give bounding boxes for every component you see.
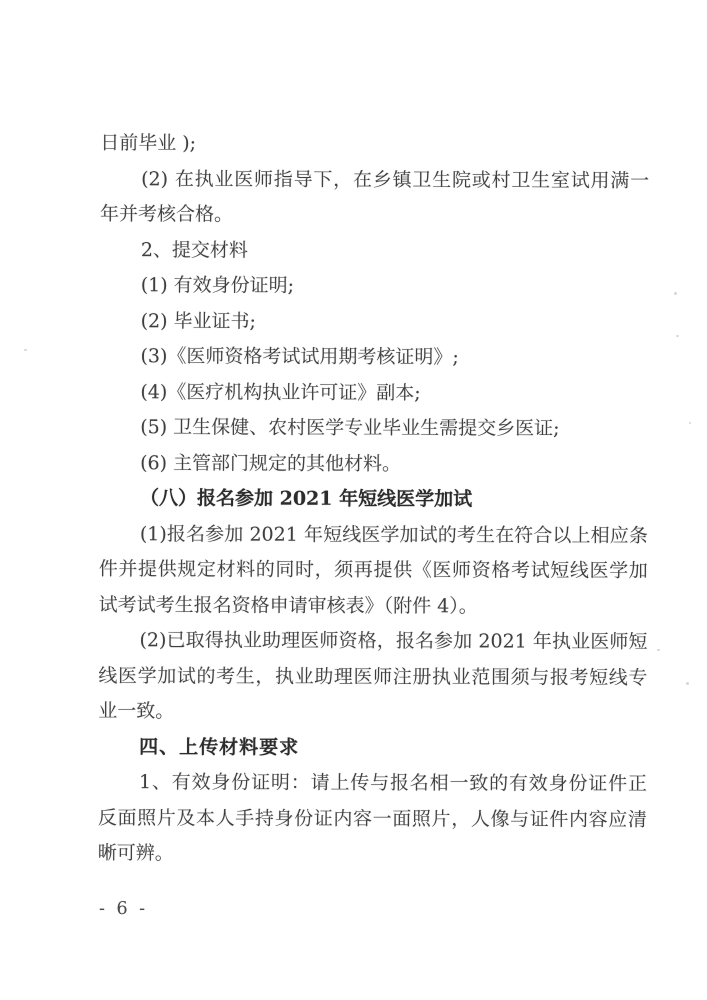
scan-speck — [657, 649, 660, 651]
text-line: (2) 在执业医师指导下，在乡镇卫生院或村卫生室试用满一 — [141, 167, 650, 192]
section-heading: （八）报名参加 2021 年短线医学加试 — [139, 487, 473, 511]
text-line: (2)已取得执业助理医师资格，报名参加 2021 年执业医师短 — [139, 629, 648, 653]
text-line: (1)报名参加 2021 年短线医学加试的考生在符合以上相应条 — [139, 522, 648, 547]
section-heading: 四、上传材料要求 — [139, 735, 300, 759]
text-line: 1、有效身份证明：请上传与报名相一致的有效身份证件正 — [138, 771, 648, 795]
scan-speck — [24, 349, 27, 351]
scan-speck — [689, 422, 691, 424]
scan-speck — [674, 292, 677, 295]
text-line: 晰可辨。 — [97, 842, 174, 865]
text-line: 线医学加试的考生，执业助理医师注册执业范围须与报考短线专 — [98, 664, 648, 689]
text-line: 2、提交材料 — [140, 238, 249, 262]
text-line: 件并提供规定材料的同时，须再提供《医师资格考试短线医学加 — [98, 558, 648, 582]
scan-speck — [676, 335, 679, 337]
text-line: 业一致。 — [98, 700, 175, 723]
list-item-line: (1) 有效身份证明; — [140, 274, 295, 297]
text-line: 反面照片及本人手持身份证内容一面照片，人像与证件内容应清 — [97, 806, 647, 831]
list-item-line: (3)《医师资格考试试用期考核证明》; — [140, 345, 459, 369]
list-item-line: (2) 毕业证书; — [140, 309, 257, 333]
text-line: 年并考核合格。 — [99, 203, 234, 226]
list-item-line: (6) 主管部门规定的其他材料。 — [140, 451, 402, 475]
scan-speck — [686, 682, 689, 685]
list-item-line: (4)《医疗机构执业许可证》副本; — [140, 380, 421, 404]
text-line: 日前毕业 ); — [100, 132, 197, 155]
list-item-line: (5) 卫生保健、农村医学专业毕业生需提交乡医证; — [140, 416, 560, 440]
document-text-block — [98, 126, 650, 873]
text-line: 试考试考生报名资格申请审核表》（附件 4）。 — [98, 593, 478, 617]
page-number: - 6 - — [99, 899, 149, 919]
